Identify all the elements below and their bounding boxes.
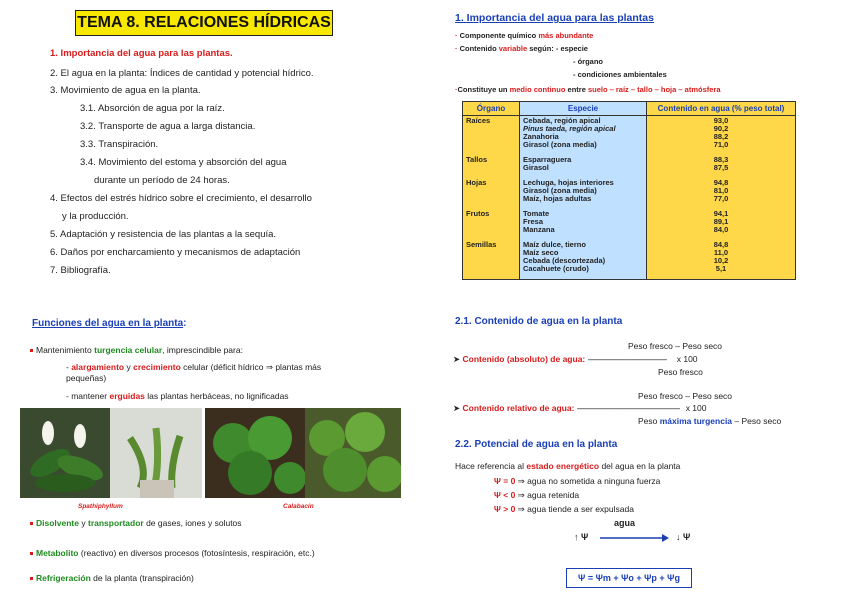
spathiphyllum-photo-1 bbox=[20, 408, 110, 498]
abs-denominator: Peso fresco bbox=[658, 367, 703, 377]
funciones-header: Funciones del agua en la planta: bbox=[32, 318, 187, 329]
species-name: Maíz seco bbox=[523, 248, 559, 257]
water-content-value: 10,2 bbox=[713, 256, 729, 265]
line-organo: - órgano bbox=[573, 57, 603, 66]
table-header-contenido: Contenido en agua (% peso total) bbox=[647, 102, 796, 116]
table-header-row bbox=[463, 102, 796, 116]
bullet-refrigeracion: Refrigeración de la planta (transpiración) bbox=[30, 573, 194, 583]
water-content-value: 88,3 bbox=[713, 155, 729, 164]
organ-cell: Hojas bbox=[463, 178, 520, 209]
toc-item-3-4-cont: durante un período de 24 horas. bbox=[94, 175, 230, 186]
species-name: Cebada, región apical bbox=[523, 116, 601, 125]
water-content-table bbox=[462, 101, 796, 280]
species-name: Pinus taeda, región apical bbox=[523, 124, 616, 133]
species-cell bbox=[520, 155, 647, 178]
rel-formula-line: ➤ Contenido relativo de agua: -------------------------------------------------------- x 100 bbox=[453, 403, 707, 413]
water-potential-formula: Ψ = Ψm + Ψo + Ψp + Ψg bbox=[566, 568, 692, 588]
species-name: Fresa bbox=[523, 217, 544, 226]
water-content-value: 71,0 bbox=[713, 140, 729, 149]
table-row bbox=[463, 116, 796, 156]
water-content-value: 5,1 bbox=[715, 264, 727, 273]
species-name: Girasol bbox=[523, 163, 549, 172]
toc-item-3-1: 3.1. Absorción de agua por la raíz. bbox=[80, 103, 225, 114]
organ-cell: Raíces bbox=[463, 116, 520, 156]
table-header-organo: Órgano bbox=[463, 102, 520, 116]
section-2-2-header: 2.2. Potencial de agua en la planta bbox=[455, 439, 618, 450]
species-name: Cacahuete (crudo) bbox=[523, 264, 589, 273]
potential-intro: Hace referencia al estado energético del agua en la planta bbox=[455, 461, 681, 471]
value-cell bbox=[647, 240, 796, 280]
water-content-value: 77,0 bbox=[713, 194, 729, 203]
table-row bbox=[463, 155, 796, 178]
toc-item-4-cont: y la producción. bbox=[62, 211, 129, 222]
calabacin-photo-1 bbox=[205, 408, 305, 498]
species-name: Maíz dulce, tierno bbox=[523, 240, 586, 249]
bullet-disolvente: Disolvente y transportador de gases, iones y solutos bbox=[30, 518, 242, 528]
water-content-value: 93,0 bbox=[713, 116, 729, 125]
water-content-value: 84,8 bbox=[713, 240, 729, 249]
toc-item-2: 2. El agua en la planta: Índices de cantidad y potencial hídrico. bbox=[50, 68, 314, 79]
species-cell bbox=[520, 178, 647, 209]
section-1-header: 1. Importancia del agua para las plantas bbox=[455, 12, 654, 24]
species-name: Lechuga, hojas interiores bbox=[523, 178, 614, 187]
species-cell bbox=[520, 209, 647, 240]
psi-negative: Ψ < 0 ⇒ agua retenida bbox=[494, 490, 580, 500]
species-name: Esparraguera bbox=[523, 155, 572, 164]
water-content-value: 87,5 bbox=[713, 163, 729, 172]
spathiphyllum-photo-2 bbox=[110, 408, 202, 498]
line-contenido: · Contenido variable según: - especie bbox=[455, 44, 588, 53]
species-name: Girasol (zona media) bbox=[523, 140, 597, 149]
table-header-especie: Especie bbox=[520, 102, 647, 116]
value-cell bbox=[647, 178, 796, 209]
water-content-value: 84,0 bbox=[713, 225, 729, 234]
species-name: Maíz, hojas adultas bbox=[523, 194, 592, 203]
species-name: Tomate bbox=[523, 209, 550, 218]
species-name: Zanahoria bbox=[523, 132, 559, 141]
species-cell bbox=[520, 240, 647, 280]
toc-item-1: 1. Importancia del agua para las plantas. bbox=[50, 48, 233, 59]
species-cell bbox=[520, 116, 647, 156]
psi-up-label: ↑ Ψ bbox=[574, 532, 589, 542]
rel-denominator: Peso máxima turgencia – Peso seco bbox=[638, 416, 782, 426]
species-name: Manzana bbox=[523, 225, 555, 234]
water-content-value: 81,0 bbox=[713, 186, 729, 195]
bullet-turgencia: Mantenimiento turgencia celular, imprescindible para: bbox=[30, 345, 243, 355]
table-row bbox=[463, 178, 796, 209]
line-medio-continuo: ·Constituye un medio continuo entre suelo – raíz – tallo – hoja – atmósfera bbox=[455, 85, 721, 94]
toc-item-3-4: 3.4. Movimiento del estoma y absorción del agua bbox=[80, 157, 287, 168]
water-content-value: 89,1 bbox=[713, 217, 729, 226]
abs-numerator: Peso fresco – Peso seco bbox=[628, 341, 723, 351]
toc-item-3-3: 3.3. Transpiración. bbox=[80, 139, 159, 150]
organ-cell: Tallos bbox=[463, 155, 520, 178]
rel-numerator: Peso fresco – Peso seco bbox=[638, 391, 733, 401]
species-name: Girasol (zona media) bbox=[523, 186, 597, 195]
toc-item-5: 5. Adaptación y resistencia de las plantas a la sequía. bbox=[50, 229, 277, 240]
value-cell bbox=[647, 155, 796, 178]
line-componente: · Componente químico más abundante bbox=[455, 31, 594, 40]
species-name: Cebada (descortezada) bbox=[523, 256, 606, 265]
water-content-value: 11,0 bbox=[713, 248, 729, 257]
sub-erguidas: - mantener erguidas las plantas herbáceas, no lignificadas bbox=[66, 391, 289, 401]
psi-positive: Ψ > 0 ⇒ agua tiende a ser expulsada bbox=[494, 504, 634, 514]
water-content-value: 88,2 bbox=[713, 132, 729, 141]
value-cell bbox=[647, 209, 796, 240]
sub-alargamiento: - alargamiento y crecimiento celular (déficit hídrico ⇒ plantas más pequeñas) bbox=[66, 362, 322, 383]
water-content-value: 94,1 bbox=[713, 209, 729, 218]
table-row bbox=[463, 209, 796, 240]
psi-down-label: ↓ Ψ bbox=[676, 532, 691, 542]
bullet-metabolito: Metabolito (reactivo) en diversos procesos (fotosíntesis, respiración, etc.) bbox=[30, 548, 315, 558]
abs-formula-line: ➤ Contenido (absoluto) de agua: ------------------------------------------- x 100 bbox=[453, 354, 698, 364]
toc-item-3-2: 3.2. Transporte de agua a larga distancia. bbox=[80, 121, 256, 132]
flow-arrow-icon bbox=[598, 533, 670, 543]
value-cell bbox=[647, 116, 796, 156]
toc-item-4: 4. Efectos del estrés hídrico sobre el crecimiento, el desarrollo bbox=[50, 193, 312, 204]
agua-label: agua bbox=[614, 518, 636, 528]
organ-cell: Semillas bbox=[463, 240, 520, 280]
water-content-value: 90,2 bbox=[713, 124, 729, 133]
toc-item-7: 7. Bibliografía. bbox=[50, 265, 111, 276]
slide-title: TEMA 8. RELACIONES HÍDRICAS bbox=[75, 10, 333, 36]
toc-item-3: 3. Movimiento de agua en la planta. bbox=[50, 85, 201, 96]
table-row bbox=[463, 240, 796, 280]
toc-item-6: 6. Daños por encharcamiento y mecanismos de adaptación bbox=[50, 247, 301, 258]
water-content-value: 94,8 bbox=[713, 178, 729, 187]
caption-spathiphyllum: Spathiphyllum bbox=[78, 503, 123, 510]
line-condiciones: - condiciones ambientales bbox=[573, 70, 667, 79]
section-2-1-header: 2.1. Contenido de agua en la planta bbox=[455, 316, 623, 327]
psi-zero: Ψ = 0 ⇒ agua no sometida a ninguna fuerza bbox=[494, 476, 661, 486]
calabacin-photo-2 bbox=[305, 408, 401, 498]
organ-cell: Frutos bbox=[463, 209, 520, 240]
caption-calabacin: Calabacín bbox=[283, 503, 314, 510]
